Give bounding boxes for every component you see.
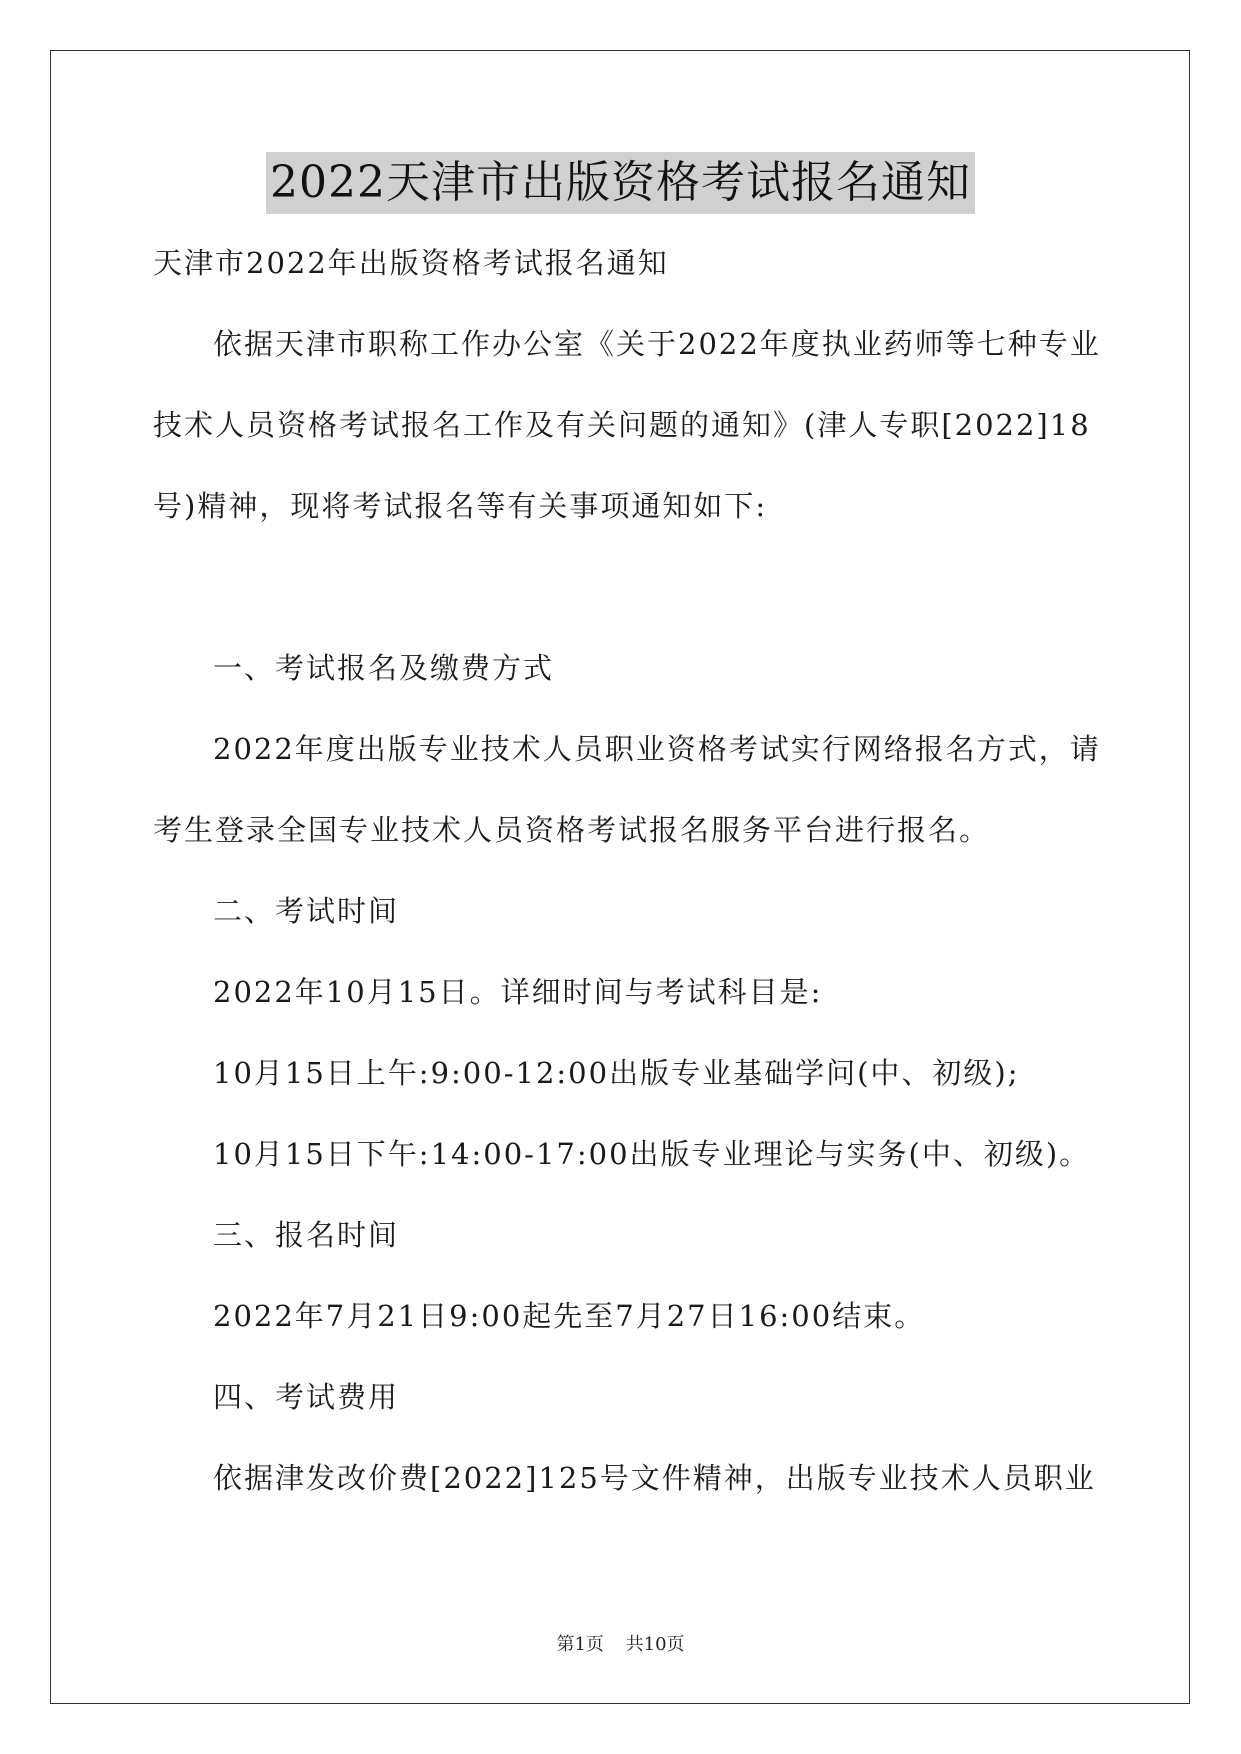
section-heading: 一、考试报名及缴费方式	[213, 651, 555, 685]
body-line: 2022年10月15日。详细时间与考试科目是:	[213, 975, 823, 1009]
title-container	[0, 152, 1241, 214]
section-heading: 四、考试费用	[213, 1380, 400, 1414]
page-total: 共10页	[625, 1634, 685, 1655]
section-heading: 三、报名时间	[213, 1218, 400, 1252]
body-line: 天津市2022年出版资格考试报名通知	[153, 246, 669, 280]
body-line: 考生登录全国专业技术人员资格考试报名服务平台进行报名。	[153, 813, 991, 847]
section-heading: 二、考试时间	[213, 894, 400, 928]
body-line: 2022年度出版专业技术人员职业资格考试实行网络报名方式，请	[213, 732, 1101, 766]
page-footer	[0, 1630, 1241, 1656]
body-line: 号)精神，现将考试报名等有关事项通知如下:	[153, 489, 768, 523]
body-line: 依据津发改价费[2022]125号文件精神，出版专业技术人员职业	[213, 1461, 1096, 1495]
body-line: 技术人员资格考试报名工作及有关问题的通知》(津人专职[2022]18	[153, 408, 1091, 442]
body-line: 2022年7月21日9:00起先至7月27日16:00结束。	[213, 1299, 926, 1333]
document-body	[153, 236, 1101, 1532]
body-line: 依据天津市职称工作办公室《关于2022年度执业药师等七种专业	[213, 327, 1101, 361]
document-title: 2022天津市出版资格考试报名通知	[266, 152, 975, 214]
page-number: 第1页	[556, 1634, 604, 1655]
body-line: 10月15日上午:9:00-12:00出版专业基础学问(中、初级);	[213, 1056, 1020, 1090]
body-line: 10月15日下午:14:00-17:00出版专业理论与实务(中、初级)。	[213, 1137, 1091, 1171]
